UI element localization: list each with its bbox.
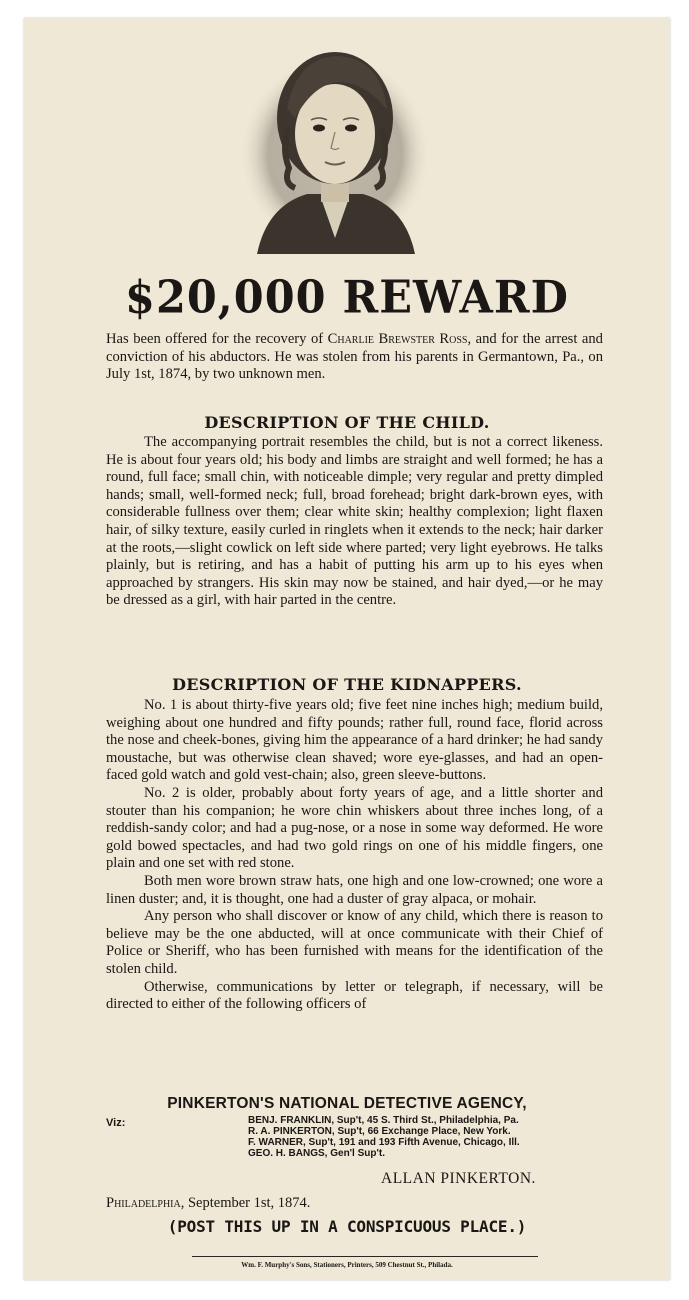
printer-credit: Wm. F. Murphy's Sons, Stationers, Printers, 509 Chestnut St., Philada. bbox=[241, 1261, 453, 1269]
dateline-date: , September 1st, 1874. bbox=[180, 1195, 311, 1211]
officer-line: GEO. H. BANGS, Gen'l Sup't. bbox=[248, 1148, 385, 1159]
clothing-paragraph: Both men wore brown straw hats, one high and one low-crowned; one wore a linen duster; and, it is thought, one had a duster of gray alpaca, or mohair. bbox=[106, 872, 603, 907]
instructions-paragraph: Any person who shall discover or know of any child, which there is reason to believe may be the one abducted, will at once communicate with their Chief of Police or Sheriff, who has been furnished with means for the identification of the stolen child. bbox=[106, 908, 603, 977]
officer-line: BENJ. FRANKLIN, Sup't, 45 S. Third St., Philadelphia, Pa. bbox=[248, 1115, 519, 1126]
kidnapper-2-paragraph: No. 2 is older, probably about forty years of age, and a little shorter and stouter than his companion; he wore chin whiskers about three inches long, of a reddish-sandy color; and had a pug-nose, or a nose in some way deformed. He wore gold bowed spectacles, and had two gold rings on one of his middle fingers, one plain and one set with red stone. bbox=[106, 784, 603, 872]
child-description-heading: DESCRIPTION OF THE CHILD. bbox=[204, 413, 490, 432]
divider bbox=[192, 1256, 538, 1257]
dateline bbox=[106, 1195, 310, 1212]
intro-paragraph bbox=[106, 331, 603, 384]
officers-list bbox=[248, 1115, 520, 1159]
viz-label: Viz: bbox=[106, 1117, 126, 1129]
signature: ALLAN PINKERTON. bbox=[381, 1170, 536, 1187]
reward-poster bbox=[24, 18, 670, 1280]
dateline-city: Philadelphia bbox=[106, 1195, 181, 1211]
child-description bbox=[106, 434, 603, 610]
post-notice: (POST THIS UP IN A CONSPICUOUS PLACE.) bbox=[167, 1217, 527, 1236]
contact-paragraph: Otherwise, communications by letter or telegraph, if necessary, will be directed to either of the following officers of bbox=[106, 978, 603, 1013]
kidnappers-description bbox=[106, 697, 603, 1014]
intro-text-2: , and for the arrest and conviction of his abductors. He was stolen from his parents in Germantown, Pa., on July 1st, 1874, by two unknown men. bbox=[106, 331, 603, 383]
child-description-text: The accompanying portrait resembles the child, but is not a correct likeness. He is about four years old; his body and limbs are straight and well formed; he has a round, full face; small chin, with noticeable dimple; very regular and pretty dimpled hands; small, well-formed neck; full, broad forehead; bright dark-brown eyes, with considerable fullness over them; clear white skin; healthy complexion; light flaxen hair, of silky texture, easily curled in ringlets when it extends to the neck; hair darker at the roots,—slight cowlick on left side where parted; very light eyebrows. He talks plainly, but is retiring, and has a habit of putting his arm up to his eyes when approached by strangers. His skin may now be stained, and hair dyed,—or he may be dressed as a girl, with hair parted in the centre. bbox=[106, 434, 603, 609]
officer-line: R. A. PINKERTON, Sup't, 66 Exchange Place, New York. bbox=[248, 1126, 511, 1137]
intro-text-1: Has been offered for the recovery of bbox=[106, 331, 328, 347]
reward-headline: $20,000 REWARD bbox=[125, 271, 569, 325]
child-portrait-image bbox=[237, 38, 433, 254]
officer-line: F. WARNER, Sup't, 191 and 193 Fifth Avenue, Chicago, Ill. bbox=[248, 1137, 520, 1148]
agency-name: PINKERTON'S NATIONAL DETECTIVE AGENCY, bbox=[167, 1095, 527, 1112]
kidnapper-1-paragraph: No. 1 is about thirty-five years old; five feet nine inches high; medium build, weighing about one hundred and fifty pounds; rather full, round face, florid across the nose and cheek-bones, giving him the appearance of a hard drinker; he had sandy moustache, but was otherwise clean shaved; wore eye-glasses, and had an open-faced gold watch and gold vest-chain; also, green sleeve-buttons. bbox=[106, 697, 603, 784]
kidnappers-description-heading: DESCRIPTION OF THE KIDNAPPERS. bbox=[172, 675, 522, 694]
child-name: Charlie Brewster Ross bbox=[327, 331, 468, 347]
